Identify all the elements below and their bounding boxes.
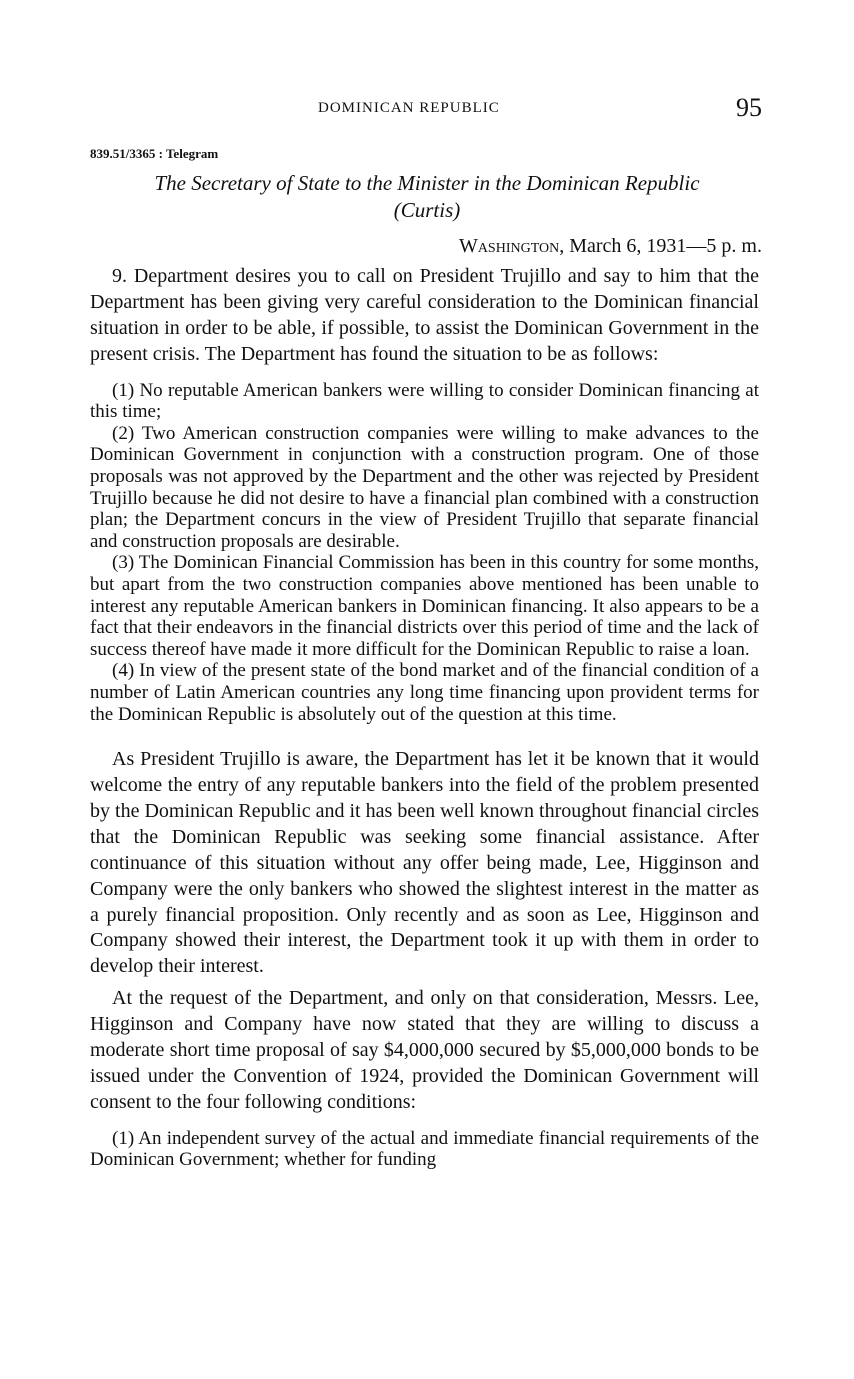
dateline-date: , March 6, 1931—5 p. m.: [559, 235, 762, 257]
paragraph-proposal: At the request of the Department, and only on that consideration, Messrs. Lee, Higginson and Company have now stated that they are willing to discuss a moderate short time proposal of say $4,000,000 secured by $5,000,000 bonds to be issued under the Convention of 1924, provided the Dominican Government will consent to the four following conditions:: [90, 987, 759, 1113]
conditions-list: [90, 1128, 759, 1171]
document-title: [90, 170, 764, 224]
dateline: [459, 235, 762, 258]
finding-item: (3) The Dominican Financial Commission has been in this country for some months, but apart from the two construction companies above mentioned has been unable to interest any reputable American bankers in Dominican financing. It also appears to be a fact that their endeavors in the financial districts over this period of time and the lack of success thereof have made it more difficult for the Dominican Republic to raise a loan.: [90, 552, 759, 660]
title-line-2: (Curtis): [393, 198, 461, 222]
title-line-1: The Secretary of State to the Minister in the Dominican Republic: [154, 171, 700, 195]
telegram-body: [90, 264, 759, 1171]
finding-item: (1) No reputable American bankers were willing to consider Dominican financing at this time;: [90, 379, 759, 423]
finding-item: (4) In view of the present state of the bond market and of the financial condition of a number of Latin American countries any long time financing upon provident terms for the Dominican Republic is absolutely out of the question at this time.: [90, 660, 759, 725]
page-number: 95: [736, 93, 762, 122]
finding-item: (2) Two American construction companies were willing to make advances to the Dominican Government in conjunction with a construction program. One of those proposals was not approved by the Department and the other was rejected by President Trujillo because he did not desire to have a financial plan combined with a construction plan; the Department concurs in the view of President Trujillo that separate financial and construction proposals are desirable.: [90, 422, 759, 552]
dateline-place: Washington: [458, 235, 560, 257]
file-reference: 839.51/3365 : Telegram: [90, 146, 219, 161]
paragraph-bankers: As President Trujillo is aware, the Department has let it be known that it would welcome the entry of any reputable bankers into the field of the problem presented by the Dominican Republic and it has been well known throughout financial circles that the Dominican Republic was seeking some financial assistance. After continuance of this situation without any offer being made, Lee, Higginson and Company were the only bankers who showed the slightest interest in the matter as a purely financial proposition. Only recently and as soon as Lee, Higginson and Company showed their interest, the Department took it up with them in order to develop their interest.: [90, 748, 759, 978]
running-head: DOMINICAN REPUBLIC: [318, 100, 500, 116]
condition-item: (1) An independent survey of the actual and immediate financial requirements of the Dominican Government; whether for funding: [90, 1127, 759, 1171]
findings-list: [90, 380, 759, 726]
paragraph-intro: 9. Department desires you to call on President Trujillo and say to him that the Department has been giving very careful consideration to the Dominican financial situation in order to be able, if possible, to assist the Dominican Government in the present crisis. The Department has found the situation to be as follows:: [90, 265, 759, 365]
